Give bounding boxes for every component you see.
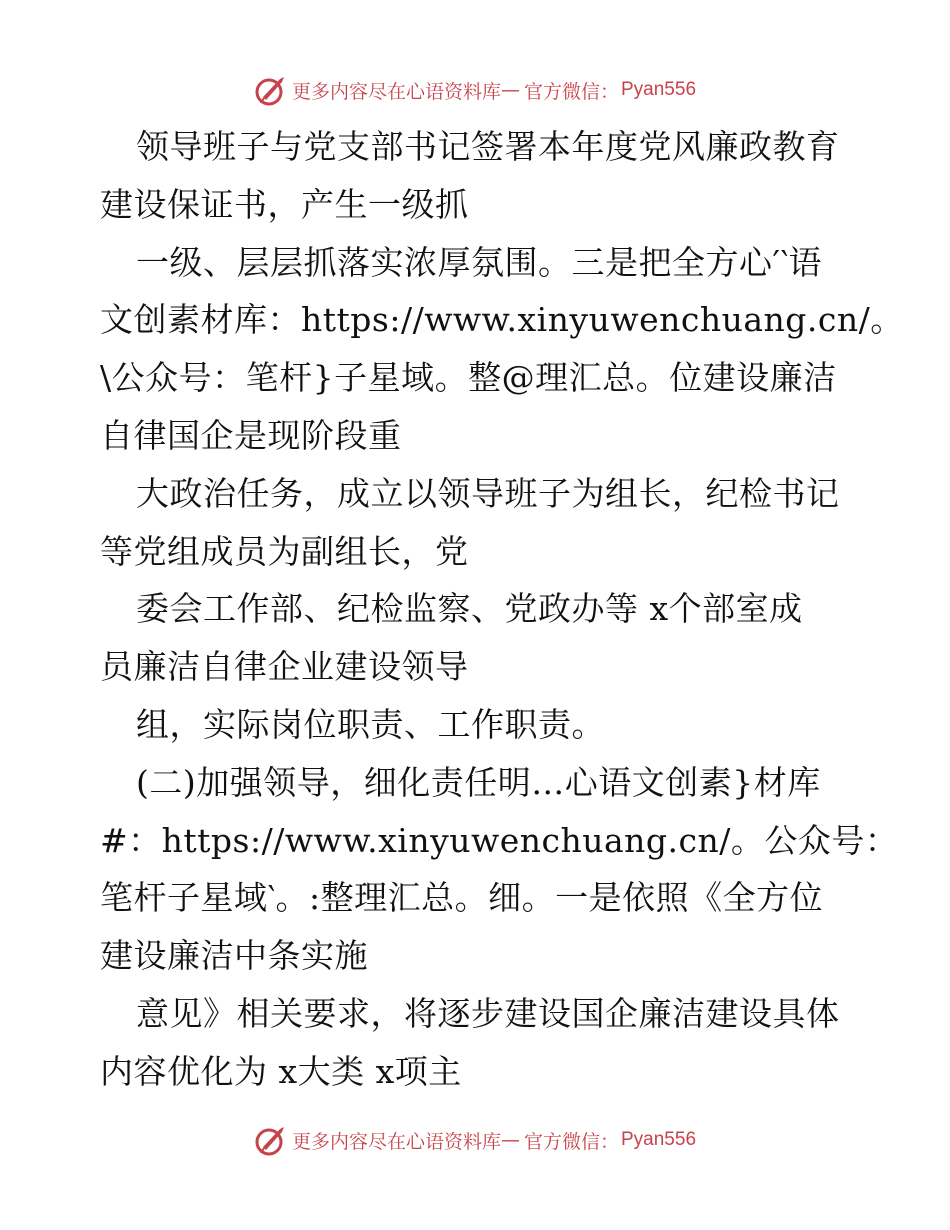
body-line: 笔杆子星域‵。:整理汇总。细。一是依照《全方位 (100, 878, 824, 918)
body-line: 大政治任务，成立以领导班子为组长，纪检书记 (136, 473, 840, 513)
body-line: 领导班子与党支部书记签署本年度党风廉政教育 (136, 127, 840, 166)
footer-banner (0, 1120, 950, 1160)
quill-logo-icon (254, 73, 288, 107)
document-body (100, 118, 904, 1101)
body-line: \公众号：笔杆}子星域。整@理汇总。位建设廉洁 (100, 358, 837, 398)
body-line: 自律国企是现阶段重 (100, 415, 402, 455)
header-separator: — (500, 79, 520, 101)
body-line: 委会工作部、纪检监察、党政办等 x个部室成 (136, 589, 803, 629)
header-account: Pyan556 (621, 79, 697, 100)
body-line: 一级、层层抓落实浓厚氛围。三是把全方心′‵语 (136, 242, 822, 282)
body-line: 文创素材库：https://www.xinyuwenchuang.cn/。 (100, 300, 904, 340)
body-line: 组，实际岗位职责、工作职责。 (136, 704, 605, 744)
footer-brand-text: 更多内容尽在心语资料库 (291, 1130, 501, 1153)
footer-wechat-label: 官方微信： (523, 1130, 619, 1153)
footer-account: Pyan556 (621, 1129, 697, 1150)
body-line: 意见》相关要求，将逐步建设国企廉洁建设具体 (136, 993, 840, 1033)
body-line: 内容优化为 x大类 x项主 (100, 1051, 462, 1091)
header-wechat-label: 官方微信： (523, 80, 619, 103)
body-line: 建设廉洁中条实施 (100, 936, 368, 976)
header-brand-text: 更多内容尽在心语资料库 (291, 80, 501, 103)
body-line: #：https://www.xinyuwenchuang.cn/。公众号： (100, 820, 899, 860)
body-line: 等党组成员为副组长，党 (100, 531, 469, 571)
body-line: 建设保证书，产生一级抓 (100, 184, 469, 224)
quill-logo-icon (254, 1123, 288, 1157)
footer-separator: — (500, 1129, 520, 1151)
header-banner (0, 70, 950, 110)
body-line: (二)加强领导，细化责任明…心语文创素}材库 (136, 762, 821, 802)
body-line: 员廉洁自律企业建设领导 (100, 647, 469, 687)
